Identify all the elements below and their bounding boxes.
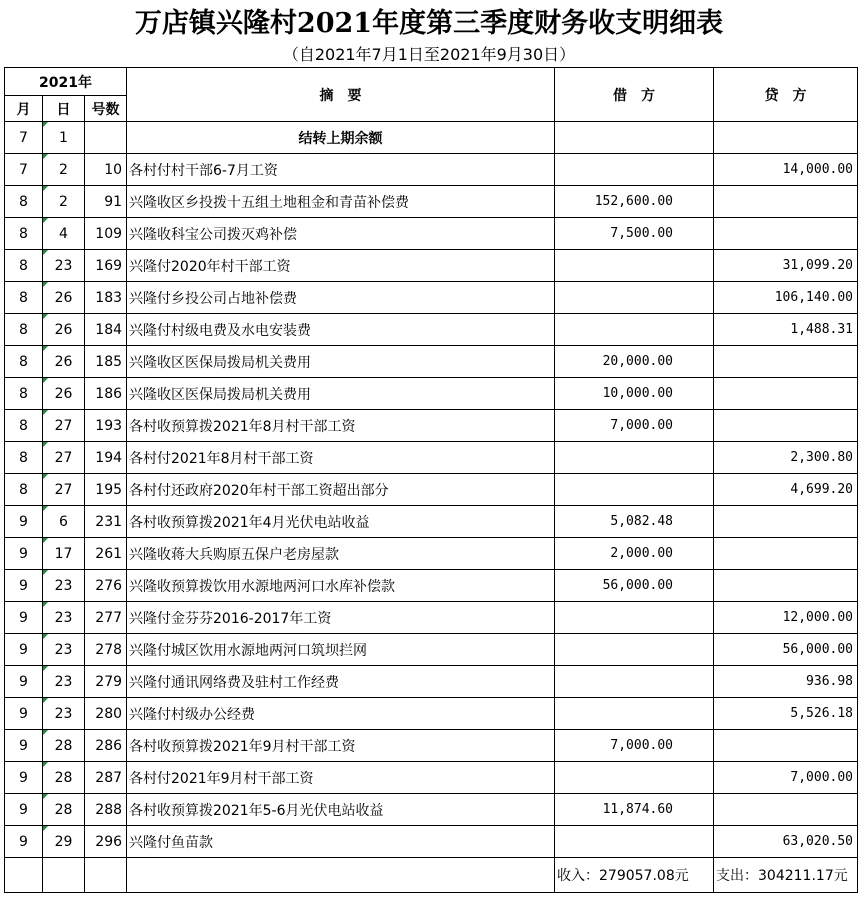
header-number: 号数 (85, 96, 127, 122)
table-row (5, 186, 858, 218)
cell-debit[interactable] (555, 826, 714, 858)
header-debit-label: 借 方 (613, 87, 656, 104)
cell-summary[interactable]: 兴隆收蒋大兵购原五保户老房屋款 (127, 538, 555, 570)
cell-day[interactable]: 1 (43, 122, 85, 154)
cell-summary[interactable]: 各村收预算拨2021年8月村干部工资 (127, 410, 555, 442)
cell-day[interactable]: 23 (43, 634, 85, 666)
cell-month[interactable]: 8 (5, 186, 43, 218)
cell-number[interactable]: 288 (85, 794, 127, 826)
cell-debit[interactable] (555, 154, 714, 186)
cell-month[interactable]: 9 (5, 570, 43, 602)
cell-number[interactable]: 193 (85, 410, 127, 442)
cell-summary[interactable]: 兴隆收预算拨饮用水源地两河口水库补偿款 (127, 570, 555, 602)
cell-day[interactable]: 28 (43, 762, 85, 794)
cell-month[interactable]: 9 (5, 730, 43, 762)
cell-credit[interactable]: 106,140.00 (714, 282, 858, 314)
cell-month[interactable]: 8 (5, 442, 43, 474)
cell-credit[interactable]: 5,526.18 (714, 698, 858, 730)
cell-day[interactable] (43, 858, 85, 893)
cell-summary[interactable]: 兴隆付村级办公经费 (127, 698, 555, 730)
cell-credit[interactable] (714, 186, 858, 218)
cell-credit[interactable]: 63,020.50 (714, 826, 858, 858)
cell-month[interactable]: 8 (5, 346, 43, 378)
cell-summary[interactable]: 各村付村干部6-7月工资 (127, 154, 555, 186)
cell-number[interactable] (85, 858, 127, 893)
header-credit-label: 贷 方 (764, 87, 807, 104)
cell-day[interactable]: 23 (43, 602, 85, 634)
cell-summary[interactable]: 兴隆收区医保局拨局机关费用 (127, 378, 555, 410)
table-row (5, 666, 858, 698)
cell-debit[interactable] (555, 602, 714, 634)
cell-month[interactable]: 9 (5, 602, 43, 634)
cell-month[interactable]: 9 (5, 698, 43, 730)
cell-summary[interactable]: 各村付还政府2020年村干部工资超出部分 (127, 474, 555, 506)
cell-summary[interactable]: 兴隆收区乡投拨十五组土地租金和青苗补偿费 (127, 186, 555, 218)
cell-number[interactable]: 186 (85, 378, 127, 410)
table-row (5, 826, 858, 858)
cell-summary[interactable]: 各村付2021年9月村干部工资 (127, 762, 555, 794)
cell-debit[interactable]: 7,000.00 (555, 730, 714, 762)
header-summary-label: 摘 要 (319, 87, 362, 104)
cell-summary[interactable]: 兴隆付城区饮用水源地两河口筑坝拦网 (127, 634, 555, 666)
cell-summary[interactable]: 兴隆付村级电费及水电安装费 (127, 314, 555, 346)
cell-month[interactable]: 9 (5, 538, 43, 570)
cell-credit[interactable] (714, 378, 858, 410)
cell-number[interactable]: 276 (85, 570, 127, 602)
table-row (5, 314, 858, 346)
table-row (5, 218, 858, 250)
cell-debit[interactable]: 5,082.48 (555, 506, 714, 538)
cell-month[interactable]: 9 (5, 762, 43, 794)
cell-day[interactable]: 26 (43, 378, 85, 410)
cell-debit[interactable]: 7,500.00 (555, 218, 714, 250)
cell-credit[interactable]: 4,699.20 (714, 474, 858, 506)
cell-month[interactable]: 9 (5, 666, 43, 698)
cell-number[interactable]: 91 (85, 186, 127, 218)
cell-debit[interactable]: 152,600.00 (555, 186, 714, 218)
cell-summary[interactable]: 兴隆付2020年村干部工资 (127, 250, 555, 282)
cell-number[interactable]: 194 (85, 442, 127, 474)
cell-credit[interactable] (714, 410, 858, 442)
cell-debit[interactable] (555, 474, 714, 506)
table-row (5, 634, 858, 666)
cell-summary[interactable]: 兴隆付通讯网络费及驻村工作经费 (127, 666, 555, 698)
table-row (5, 346, 858, 378)
table-row (5, 378, 858, 410)
cell-credit[interactable]: 31,099.20 (714, 250, 858, 282)
table-row (5, 282, 858, 314)
cell-number[interactable]: 279 (85, 666, 127, 698)
cell-credit[interactable] (714, 218, 858, 250)
cell-summary[interactable]: 各村收预算拨2021年5-6月光伏电站收益 (127, 794, 555, 826)
cell-day[interactable]: 26 (43, 314, 85, 346)
cell-number[interactable]: 184 (85, 314, 127, 346)
table-row (5, 602, 858, 634)
header-row-year (5, 68, 858, 96)
header-month: 月 (5, 96, 43, 122)
cell-credit[interactable] (714, 506, 858, 538)
cell-debit[interactable]: 11,874.60 (555, 794, 714, 826)
header-credit (714, 68, 858, 122)
cell-number[interactable]: 169 (85, 250, 127, 282)
table-row (5, 442, 858, 474)
table-row (5, 250, 858, 282)
cell-month[interactable]: 9 (5, 794, 43, 826)
table-row (5, 570, 858, 602)
table-row (5, 506, 858, 538)
cell-debit[interactable] (555, 762, 714, 794)
cell-debit[interactable]: 20,000.00 (555, 346, 714, 378)
sheet-subtitle: （自2021年7月1日至2021年9月30日） (282, 45, 576, 64)
table-row (5, 730, 858, 762)
cell-number[interactable]: 261 (85, 538, 127, 570)
cell-debit[interactable] (555, 442, 714, 474)
cell-number[interactable]: 195 (85, 474, 127, 506)
cell-day[interactable]: 28 (43, 794, 85, 826)
cell-credit[interactable] (714, 794, 858, 826)
cell-debit[interactable] (555, 250, 714, 282)
cell-day[interactable]: 2 (43, 186, 85, 218)
cell-number[interactable]: 185 (85, 346, 127, 378)
cell-day[interactable]: 23 (43, 250, 85, 282)
total-expense[interactable]: 支出：304211.17元 (714, 858, 858, 893)
cell-month[interactable]: 8 (5, 314, 43, 346)
cell-month[interactable]: 8 (5, 378, 43, 410)
cell-debit[interactable] (555, 314, 714, 346)
cell-month[interactable]: 8 (5, 250, 43, 282)
table-row (5, 474, 858, 506)
cell-month[interactable]: 8 (5, 282, 43, 314)
cell-month[interactable] (5, 858, 43, 893)
cell-debit[interactable]: 10,000.00 (555, 378, 714, 410)
table-row (5, 794, 858, 826)
cell-debit[interactable] (555, 634, 714, 666)
cell-credit[interactable]: 56,000.00 (714, 634, 858, 666)
cell-summary[interactable] (127, 858, 555, 893)
cell-summary[interactable]: 兴隆付鱼苗款 (127, 826, 555, 858)
cell-summary[interactable]: 各村收预算拨2021年9月村干部工资 (127, 730, 555, 762)
table-row (5, 538, 858, 570)
cell-summary[interactable]: 兴隆付乡投公司占地补偿费 (127, 282, 555, 314)
cell-debit[interactable]: 56,000.00 (555, 570, 714, 602)
cell-credit[interactable]: 1,488.31 (714, 314, 858, 346)
cell-debit[interactable] (555, 666, 714, 698)
cell-summary[interactable]: 各村付2021年8月村干部工资 (127, 442, 555, 474)
ledger-table (4, 67, 858, 893)
cell-day[interactable]: 27 (43, 442, 85, 474)
cell-debit[interactable] (555, 282, 714, 314)
cell-credit[interactable]: 2,300.80 (714, 442, 858, 474)
cell-summary[interactable]: 兴隆付金芬芬2016-2017年工资 (127, 602, 555, 634)
carry-forward-row (5, 122, 858, 154)
cell-day[interactable]: 26 (43, 282, 85, 314)
cell-credit[interactable] (714, 346, 858, 378)
cell-credit[interactable]: 936.98 (714, 666, 858, 698)
cell-number[interactable]: 280 (85, 698, 127, 730)
cell-month[interactable]: 7 (5, 122, 43, 154)
cell-day[interactable]: 29 (43, 826, 85, 858)
cell-number[interactable]: 183 (85, 282, 127, 314)
total-income[interactable]: 收入：279057.08元 (555, 858, 714, 893)
header-day: 日 (43, 96, 85, 122)
cell-month[interactable]: 9 (5, 634, 43, 666)
cell-credit[interactable] (714, 122, 858, 154)
sheet-title: 万店镇兴隆村2021年度第三季度财务收支明细表 (134, 8, 724, 39)
cell-number[interactable]: 287 (85, 762, 127, 794)
cell-credit[interactable]: 14,000.00 (714, 154, 858, 186)
cell-number[interactable]: 109 (85, 218, 127, 250)
cell-credit[interactable] (714, 570, 858, 602)
cell-number[interactable] (85, 122, 127, 154)
cell-month[interactable]: 9 (5, 506, 43, 538)
cell-credit[interactable] (714, 538, 858, 570)
cell-credit[interactable]: 12,000.00 (714, 602, 858, 634)
cell-day[interactable]: 28 (43, 730, 85, 762)
cell-summary[interactable]: 兴隆收科宝公司拨灭鸡补偿 (127, 218, 555, 250)
cell-summary[interactable]: 结转上期余额 (127, 122, 555, 154)
cell-credit[interactable]: 7,000.00 (714, 762, 858, 794)
cell-credit[interactable] (714, 730, 858, 762)
cell-month[interactable]: 8 (5, 474, 43, 506)
cell-summary[interactable]: 各村收预算拨2021年4月光伏电站收益 (127, 506, 555, 538)
cell-month[interactable]: 8 (5, 410, 43, 442)
cell-number[interactable]: 296 (85, 826, 127, 858)
table-row (5, 762, 858, 794)
cell-day[interactable]: 23 (43, 570, 85, 602)
cell-number[interactable]: 286 (85, 730, 127, 762)
table-row (5, 154, 858, 186)
header-debit (555, 68, 714, 122)
cell-day[interactable]: 23 (43, 666, 85, 698)
cell-debit[interactable]: 2,000.00 (555, 538, 714, 570)
cell-month[interactable]: 8 (5, 218, 43, 250)
cell-number[interactable]: 231 (85, 506, 127, 538)
cell-number[interactable]: 10 (85, 154, 127, 186)
table-row (5, 410, 858, 442)
header-summary (127, 68, 555, 122)
cell-day[interactable]: 23 (43, 698, 85, 730)
cell-day[interactable]: 26 (43, 346, 85, 378)
table-row (5, 698, 858, 730)
cell-day[interactable]: 27 (43, 474, 85, 506)
cell-number[interactable]: 278 (85, 634, 127, 666)
cell-debit[interactable] (555, 122, 714, 154)
cell-day[interactable]: 17 (43, 538, 85, 570)
cell-month[interactable]: 9 (5, 826, 43, 858)
cell-day[interactable]: 27 (43, 410, 85, 442)
header-year: 2021年 (5, 68, 127, 96)
cell-number[interactable]: 277 (85, 602, 127, 634)
cell-debit[interactable]: 7,000.00 (555, 410, 714, 442)
cell-debit[interactable] (555, 698, 714, 730)
cell-summary[interactable]: 兴隆收区医保局拨局机关费用 (127, 346, 555, 378)
cell-month[interactable]: 7 (5, 154, 43, 186)
cell-day[interactable]: 2 (43, 154, 85, 186)
totals-row (5, 858, 858, 893)
cell-day[interactable]: 4 (43, 218, 85, 250)
cell-day[interactable]: 6 (43, 506, 85, 538)
